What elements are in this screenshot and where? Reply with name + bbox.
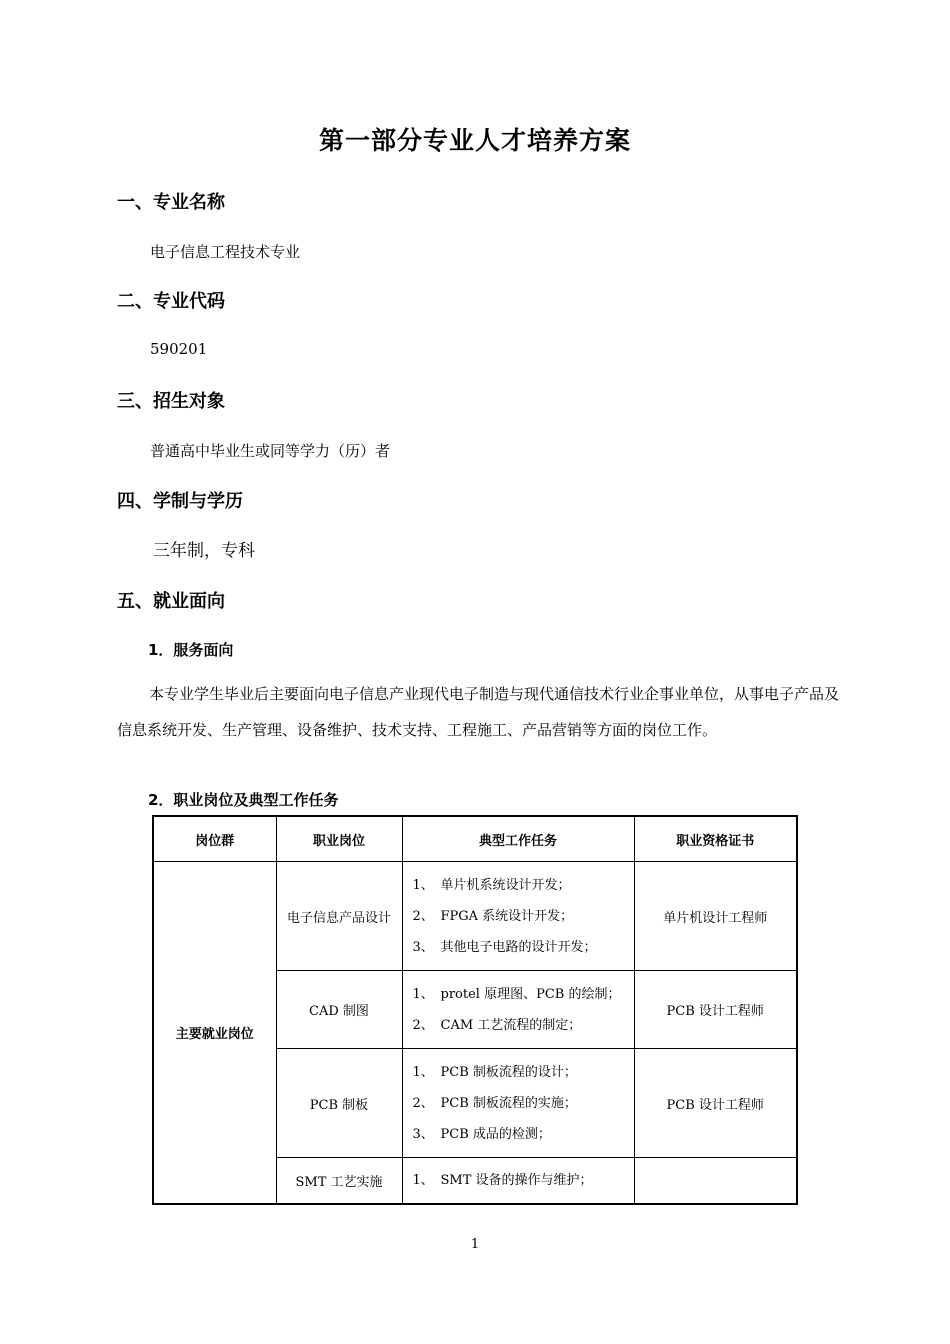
header-cert: 职业资格证书: [634, 816, 797, 862]
subheading-jobs: 2．职业岗位及典型工作任务: [148, 791, 339, 809]
task-item: 2、 CAM 工艺流程的制定；: [412, 1017, 582, 1033]
task-item: 3、 其他电子电路的设计开发；: [412, 939, 597, 955]
cert-cell: PCB 设计工程师: [634, 971, 797, 1049]
section-heading-target: 三、招生对象: [117, 391, 225, 412]
task-item: 1、 单片机系统设计开发；: [412, 877, 571, 893]
tasks-cell: [402, 1158, 634, 1204]
tasks-cell: [402, 971, 634, 1049]
header-tasks: 典型工作任务: [402, 816, 634, 862]
position-cell: 电子信息产品设计: [276, 862, 402, 971]
task-item: 1、 protel 原理图、PCB 的绘制；: [412, 986, 621, 1002]
duration-value: 三年制，专科: [153, 541, 255, 561]
group-cell: 主要就业岗位: [153, 862, 276, 1204]
table-header-row: [153, 816, 797, 862]
tasks-cell: [402, 1049, 634, 1158]
major-code: 590201: [150, 340, 208, 358]
task-item: 2、 PCB 制板流程的实施；: [412, 1095, 577, 1111]
major-name: 电子信息工程技术专业: [150, 243, 301, 261]
task-item: 1、 SMT 设备的操作与维护；: [412, 1172, 593, 1188]
section-heading-name: 一、专业名称: [117, 192, 225, 213]
section-heading-code: 二、专业代码: [117, 291, 225, 312]
task-item: 2、 FPGA 系统设计开发；: [412, 908, 574, 924]
tasks-cell: [402, 862, 634, 971]
jobs-table: [152, 815, 798, 1205]
service-paragraph: 本专业学生毕业后主要面向电子信息产业现代电子制造与现代通信技术行业企事业单位，从事电子产品及信息系统开发、生产管理、设备维护、技术支持、工程施工、产品营销等方面的岗位工作。: [117, 685, 840, 739]
position-cell: SMT 工艺实施: [276, 1158, 402, 1204]
enrollment-target: 普通高中毕业生或同等学力（历）者: [150, 442, 391, 460]
cert-cell: PCB 设计工程师: [634, 1049, 797, 1158]
position-cell: PCB 制板: [276, 1049, 402, 1158]
cert-cell: 单片机设计工程师: [634, 862, 797, 971]
subheading-service: 1．服务面向: [148, 641, 234, 659]
cert-cell: [634, 1158, 797, 1204]
header-position: 职业岗位: [276, 816, 402, 862]
section-heading-employment: 五、就业面向: [117, 591, 225, 612]
page-number: 1: [470, 1237, 480, 1252]
task-item: 3、 PCB 成品的检测；: [412, 1126, 551, 1142]
task-item: 1、 PCB 制板流程的设计；: [412, 1064, 577, 1080]
page-title: 第一部分专业人才培养方案: [318, 126, 631, 155]
section-heading-duration: 四、学制与学历: [117, 491, 243, 512]
table-row: [153, 862, 797, 971]
position-cell: CAD 制图: [276, 971, 402, 1049]
header-group: 岗位群: [153, 816, 276, 862]
